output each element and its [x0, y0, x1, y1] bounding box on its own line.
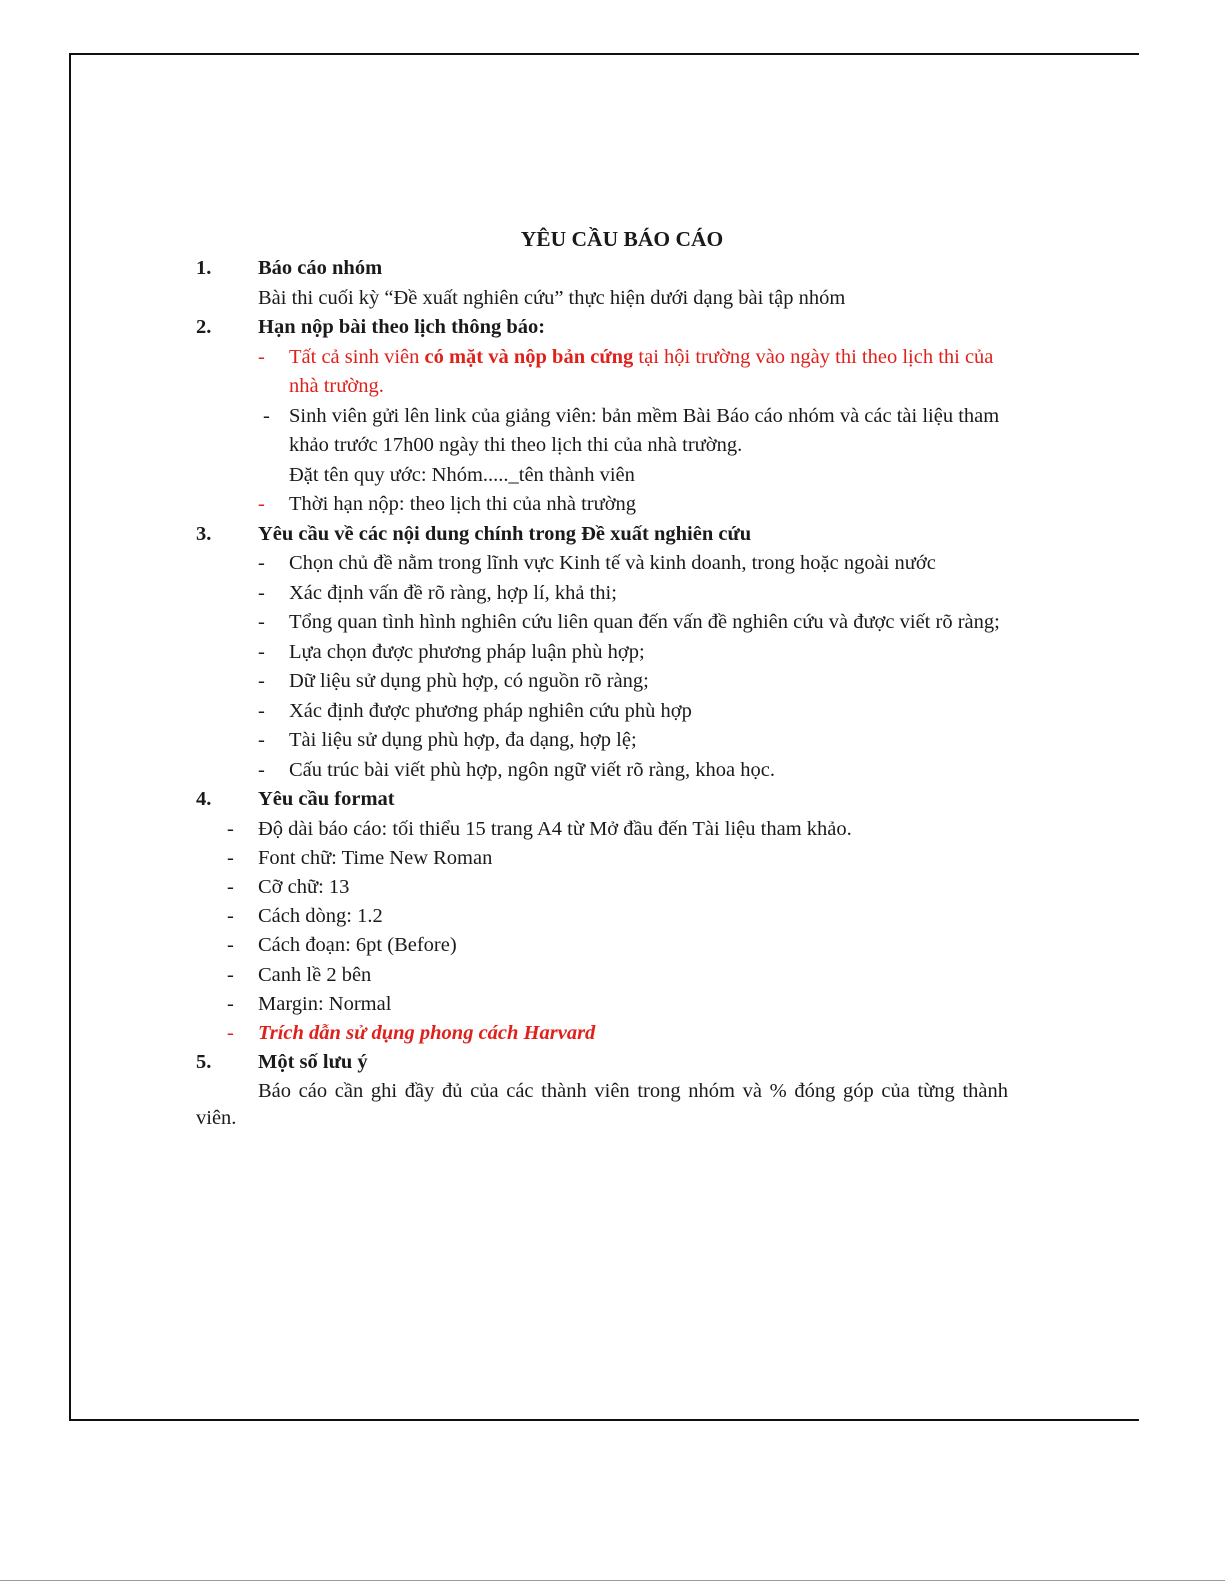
list-item [196, 638, 1008, 668]
list-bullet: - [258, 552, 265, 574]
list-item [196, 402, 1008, 461]
list-item-text: Cách dòng: 1.2 [258, 905, 383, 928]
page-frame-left [69, 53, 71, 1420]
page-edge [0, 1580, 1225, 1581]
list-item-text: Cấu trúc bài viết phù hợp, ngôn ngữ viết rõ ràng, khoa học. [289, 758, 775, 781]
section-1-text: Bài thi cuối kỳ “Đề xuất nghiên cứu” thực hiện dưới dạng bài tập nhóm [258, 286, 846, 309]
list-item-text: Tổng quan tình hình nghiên cứu liên quan đến vấn đề nghiên cứu và được viết rõ ràng; [289, 611, 1000, 633]
list-item [196, 667, 1008, 697]
page-frame-bottom [69, 1419, 1139, 1421]
list-bullet: - [258, 345, 265, 368]
section-number: 3. [196, 522, 212, 545]
list-item [196, 873, 1008, 902]
page-frame-top [69, 53, 1139, 55]
section-number: 4. [196, 788, 212, 810]
list-item-text: Độ dài báo cáo: tối thiểu 15 trang A4 từ Mở đầu đến Tài liệu tham khảo. [258, 817, 852, 840]
list-item [196, 1019, 1008, 1048]
section-5-text: Báo cáo cần ghi đầy đủ của các thành viên trong nhóm và % đóng góp của từng thành viên. [196, 1079, 1008, 1129]
list-item [196, 990, 1008, 1019]
list-item [196, 549, 1008, 579]
list-item-text: Dữ liệu sử dụng phù hợp, có nguồn rõ ràng; [289, 670, 649, 692]
list-bullet: - [258, 493, 265, 515]
list-item-text: tại hội trường vào ngày thi theo lịch thi của nhà trường. [289, 345, 994, 397]
section-number: 2. [196, 316, 212, 338]
list-item-text: Canh lề 2 bên [258, 963, 372, 986]
section-number: 5. [196, 1051, 212, 1074]
section-title: Báo cáo nhóm [258, 257, 383, 279]
section-4-heading [196, 785, 1008, 815]
section-3-heading [196, 520, 1008, 550]
list-bullet: - [258, 611, 265, 633]
section-title: Hạn nộp bài theo lịch thông báo: [258, 316, 546, 338]
list-item-text: Font chữ: Time New Roman [258, 846, 493, 869]
list-item-text: Xác định vấn đề rõ ràng, hợp lí, khả thi; [289, 581, 617, 604]
list-bullet: - [263, 404, 270, 427]
list-item [196, 490, 1008, 520]
list-item [196, 608, 1008, 638]
list-bullet: - [227, 905, 234, 928]
list-bullet: - [227, 817, 234, 840]
list-item [196, 844, 1008, 873]
list-item-continuation: Đặt tên quy ước: Nhóm....._tên thành viên [289, 463, 635, 486]
list-item-text: Thời hạn nộp: theo lịch thi của nhà trường [289, 493, 637, 515]
list-item-text: Trích dẫn sử dụng phong cách Harvard [258, 1021, 596, 1044]
document-title: YÊU CẦU BÁO CÁO [520, 227, 724, 251]
section-title: Một số lưu ý [258, 1051, 368, 1074]
list-item [196, 961, 1008, 990]
list-bullet: - [227, 992, 234, 1015]
list-item [196, 343, 1008, 402]
list-bullet: - [227, 875, 234, 898]
list-item [196, 931, 1008, 960]
list-item-text: Tài liệu sử dụng phù hợp, đa dạng, hợp lệ; [289, 729, 637, 751]
list-item-text: Margin: Normal [258, 992, 392, 1015]
list-bullet: - [227, 934, 234, 957]
section-2-heading [196, 313, 1008, 343]
list-item-text: Sinh viên gửi lên link của giảng viên: bản mềm Bài Báo cáo nhóm và các tài liệu tham khảo trước 17h00 ngày thi theo lịch thi của nhà trường. [289, 404, 1000, 456]
section-title: Yêu cầu format [258, 788, 395, 810]
list-item [196, 726, 1008, 756]
list-bullet: - [258, 729, 265, 751]
section-1-heading [196, 254, 1008, 284]
section-5-heading [196, 1048, 1008, 1078]
section-title: Yêu cầu về các nội dung chính trong Đề xuất nghiên cứu [258, 522, 752, 545]
list-bullet: - [258, 670, 265, 692]
list-item [196, 756, 1008, 786]
list-bullet: - [258, 640, 265, 663]
list-item-text: Cỡ chữ: 13 [258, 875, 350, 898]
list-item-text: Chọn chủ đề nằm trong lĩnh vực Kinh tế và kinh doanh, trong hoặc ngoài nước [289, 552, 936, 574]
list-item-text: Xác định được phương pháp nghiên cứu phù hợp [289, 699, 692, 722]
list-item [196, 697, 1008, 727]
list-bullet: - [227, 1021, 234, 1044]
list-bullet: - [258, 758, 265, 781]
list-item [196, 579, 1008, 609]
list-item-text: Tất cả sinh viên [289, 345, 425, 368]
list-item-text: Lựa chọn được phương pháp luận phù hợp; [289, 640, 645, 663]
list-bullet: - [258, 581, 265, 604]
document-body [196, 224, 1008, 1132]
list-item [196, 815, 1008, 844]
list-item-text: Cách đoạn: 6pt (Before) [258, 934, 457, 957]
list-item [196, 902, 1008, 931]
list-bullet: - [258, 699, 265, 722]
list-bullet: - [227, 963, 234, 986]
list-item-emphasis: có mặt và nộp bản cứng [424, 345, 634, 368]
list-bullet: - [227, 846, 234, 869]
section-number: 1. [196, 257, 212, 279]
